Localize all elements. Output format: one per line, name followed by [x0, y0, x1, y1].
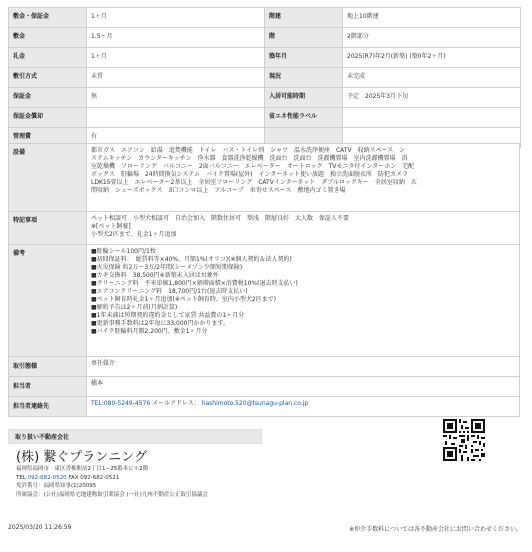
row-label: 敷金 — [9, 28, 87, 48]
setsubi-line: 室乾燥機 フローリング バルコニー 2面バルコニー エレベーター オートロック TVモニタ付インターホン 宅配 — [91, 162, 415, 170]
torihiki-row — [9, 357, 520, 377]
property-detail-grid — [8, 143, 520, 417]
tokki-row — [9, 212, 520, 245]
summary-row — [9, 28, 521, 48]
row-value: 1ヶ月 — [87, 8, 265, 28]
company-license: 免許番号：福岡県知事(1)20095 — [16, 483, 97, 490]
renraku-row — [9, 397, 520, 417]
tanto-row — [9, 377, 520, 397]
mail-label: メールアドレス： — [152, 400, 200, 407]
setsubi-row — [9, 144, 520, 212]
row-label: 階建 — [265, 8, 343, 28]
print-timestamp: 2025/03/20 11:26:59 — [8, 524, 72, 531]
row-value: 未完成 — [343, 68, 521, 88]
biko-line: ■火災保険 約2万～3万/2年間(シーメゾン少額短期保険) — [91, 263, 243, 271]
company-address: 福岡県福岡市 東区香椎駅前2丁目1−25番本ビル2階 — [16, 466, 149, 472]
biko-line: ■初回保証料： 総賃料等×40%、月額1%(オリコ)(※個人契約＆法人契約) — [91, 255, 292, 263]
tokki-line: ※[ペット飼養] — [91, 222, 131, 230]
row-value — [343, 108, 521, 128]
biko-value — [87, 245, 520, 357]
biko-row — [9, 245, 520, 357]
row-label: 築年月 — [265, 48, 343, 68]
row-label: 担当者 — [9, 377, 87, 397]
setsubi-value — [87, 144, 520, 212]
biko-line: ■駐輪シール100円/1枚 — [91, 248, 156, 255]
biko-line: ■クリーニング料 平米単価1,800円×割増面積×消費税10%(退去時支払い) — [91, 279, 298, 287]
tel-prefix: TEL — [16, 474, 28, 481]
row-label: 入居可能時期 — [265, 88, 343, 108]
row-value: 有 — [87, 128, 265, 148]
setsubi-line: ボックス 駐輪場 24時間換気システム バイク置場(屋外) インターネット使い放題 独立洗面脱衣所 防犯カメラ — [91, 170, 408, 178]
torihiki-value: 専任媒介 — [87, 357, 520, 377]
row-value: 1.5ヶ月 — [87, 28, 265, 48]
biko-line: ■1年未満は短期契約違約金として家賃 共益費の1ヶ月分 — [91, 311, 245, 319]
summary-row — [9, 68, 521, 88]
row-label: 現況 — [265, 68, 343, 88]
row-label: 設備 — [9, 144, 87, 212]
biko-line: ■エアコンクリーニング料 18,700円/1台(退去時支払い) — [91, 287, 248, 295]
renraku-value — [87, 397, 520, 417]
biko-line: ■カギ交換料 38,500円※新築未入居は対象外 — [91, 271, 219, 279]
tanto-value: 橋本 — [87, 377, 520, 397]
tokki-line: ペット相談可 小型犬相談可 自治会加入 階数住居可 築浅 階層良好 大人数 保証人不要 — [91, 215, 350, 222]
tokki-line: 小型犬2匹まで、礼金1ヶ月追加 — [91, 230, 177, 238]
row-value: 無 — [87, 88, 265, 108]
fee-note: ※仲介手数料については各不動産会社にお問い合わせください。 — [349, 526, 522, 533]
company-section-label: 取り扱い不動産会社 — [8, 429, 262, 444]
company-association: 所属協会：(公社)福岡県宅地建物取引業協会 (一社)九州不動産公正取引協議会 — [16, 491, 208, 498]
row-label: 取引態様 — [9, 357, 87, 377]
row-label: 備考 — [9, 245, 87, 357]
biko-line: ■解約予告は2ヶ月前(月割計算) — [91, 303, 178, 311]
row-value: 地上10階建 — [343, 8, 521, 28]
row-label: 管理費 — [9, 128, 87, 148]
summary-row — [9, 8, 521, 28]
row-label: 階 — [265, 28, 343, 48]
setsubi-line: 都市ガス エアコン 給湯 追焚機能 トイレ バス・トイレ別 シャワ 温水洗浄便座 CATV 収納スペース シ — [91, 147, 406, 154]
row-label: 礼金 — [9, 48, 87, 68]
row-label: 特記事項 — [9, 212, 87, 245]
summary-row — [9, 88, 521, 108]
summary-row — [9, 48, 521, 68]
biko-line: ■バイク駐輪料月額2,200円、敷金1ヶ月分 — [91, 327, 208, 335]
setsubi-line: 関収納 シューズボックス 3口コンロ以上 アルコーブ 車寄せスペース 敷地内ゴミ置き場 — [91, 186, 346, 194]
biko-line: ■ペット飼育時礼金1ヶ月追加(※ペット飼育時、室内小型犬2匹まで) — [91, 295, 277, 303]
phone-link[interactable]: TEL:080-5249-4576 — [91, 400, 151, 407]
row-label: 敷金・保証金 — [9, 8, 87, 28]
company-fax: FAX 092-682-0521 — [66, 474, 120, 481]
row-value: 2階部分 — [343, 28, 521, 48]
qr-code-icon[interactable] — [443, 419, 485, 461]
row-label: 省エネ性能ラベル — [265, 108, 343, 128]
row-value: 2025(R7)年2月(新築) (築0年2ヶ月) — [343, 48, 521, 68]
row-value: 予定 2025年3月下旬 — [343, 88, 521, 108]
tokki-value — [87, 212, 520, 245]
company-phone-link[interactable]: 092-682-0520 — [27, 474, 67, 481]
email-link[interactable]: hashimoto.520@tsunagu-plan.co.jp — [201, 400, 309, 407]
row-label: 保証金 — [9, 88, 87, 108]
row-value: 未賃 — [87, 68, 265, 88]
company-info — [16, 465, 208, 499]
company-contact — [16, 474, 208, 483]
property-summary-grid — [8, 7, 521, 148]
row-value — [87, 108, 265, 128]
row-label: 担当者連絡先 — [9, 397, 87, 417]
biko-line: ■更新事務手数料は2年毎に33,000円かかります。 — [91, 319, 230, 327]
setsubi-line: ステムキッチン カウンターキッチン 浄水器 食器洗浄乾燥機 洗面台 洗面台 洗濯機置場 室内洗濯機置場 浴 — [91, 154, 408, 162]
row-label: 敷引方式 — [9, 68, 87, 88]
company-name: (株) 繋ぐプランニング — [16, 450, 148, 465]
setsubi-line: LDK15畳以上 エレベーター2基以上 全居室フローリング CATVインターネット ダブルロックキー 全居室収納 玄 — [91, 178, 417, 186]
summary-row — [9, 108, 521, 128]
row-label: 保証金償却 — [9, 108, 87, 128]
row-value: 1ヶ月 — [87, 48, 265, 68]
